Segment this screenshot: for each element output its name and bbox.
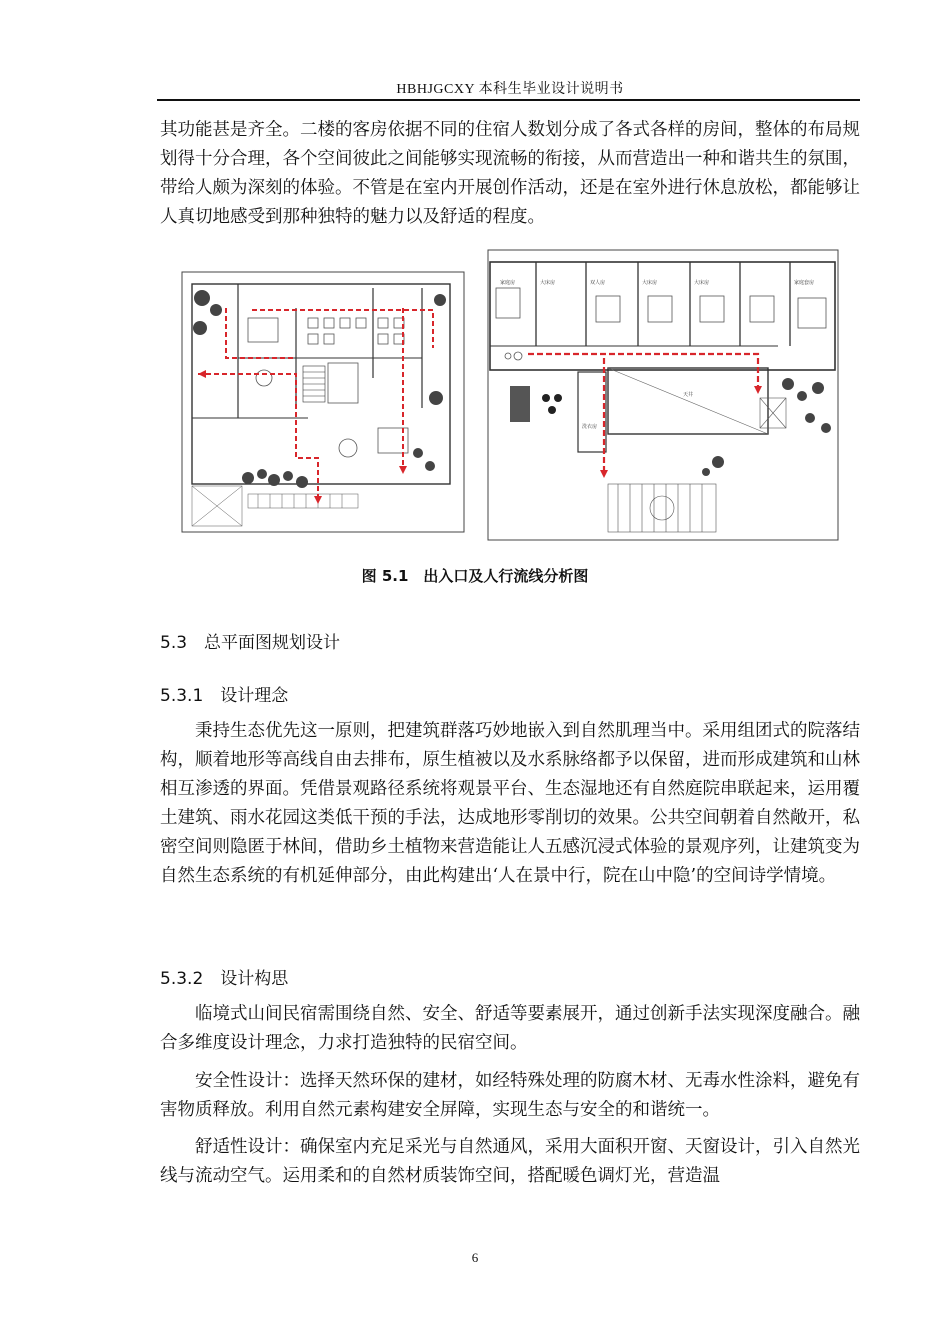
page-number: 6 bbox=[471, 1250, 479, 1265]
design-idea-paragraph-2: 安全性设计：选择天然环保的建材，如经特殊处理的防腐木材、无毒水性涂料，避免有害物质释放。利用自然元素构建安全屏障，实现生态与安全的和谐统一。 bbox=[160, 1071, 860, 1120]
section-heading-5-3-2: 5.3.2 设计构思 bbox=[160, 969, 289, 989]
figure-caption: 图 5.1 出入口及人行流线分析图 bbox=[361, 567, 589, 585]
section-heading-5-3-1: 5.3.1 设计理念 bbox=[160, 686, 289, 706]
design-idea-paragraph-3: 舒适性设计：确保室内充足采光与自然通风，采用大面积开窗、天窗设计，引入自然光线与流动空气。运用柔和的自然材质装饰空间，搭配暖色调灯光，营造温 bbox=[160, 1137, 860, 1186]
design-idea-paragraph-1: 临境式山间民宿需围绕自然、安全、舒适等要素展开，通过创新手法实现深度融合。融合多维度设计理念，力求打造独特的民宿空间。 bbox=[160, 1004, 860, 1053]
section-heading-5-3: 5.3 总平面图规划设计 bbox=[160, 633, 341, 653]
header-rule bbox=[157, 99, 860, 101]
floor-plan-figure bbox=[178, 248, 842, 544]
room-label: 大床房 bbox=[694, 280, 710, 286]
ground-floor-plan bbox=[182, 272, 464, 532]
second-floor-plan bbox=[488, 250, 838, 540]
room-label: 洗衣房 bbox=[582, 424, 598, 430]
intro-paragraph: 其功能甚是齐全。二楼的客房依据不同的住宿人数划分成了各式各样的房间，整体的布局规划得十分合理，各个空间彼此之间能够实现流畅的衔接，从而营造出一种和谐共生的氛围，带给人颇为深刻的体验。不管是在室内开展创作活动，还是在室外进行休息放松，都能够让人真切地感受到那种独特的魅力以及舒适的程度。 bbox=[160, 120, 860, 227]
room-label: 双人房 bbox=[590, 280, 606, 286]
room-label: 家庭套房 bbox=[794, 280, 815, 286]
room-label: 大床房 bbox=[540, 280, 556, 286]
room-label: 天井 bbox=[683, 392, 694, 398]
running-header: HBHJGCXY 本科生毕业设计说明书 bbox=[396, 82, 624, 97]
room-label: 家庭房 bbox=[500, 280, 516, 286]
room-label: 大床房 bbox=[642, 280, 658, 286]
design-concept-paragraph: 秉持生态优先这一原则，把建筑群落巧妙地嵌入到自然肌理当中。采用组团式的院落结构，顺着地形等高线自由去排布，原生植被以及水系脉络都予以保留，进而形成建筑和山林相互渗透的界面。凭借景观路径系统将观景平台、生态湿地还有自然庭院串联起来，运用覆土建筑、雨水花园这类低干预的手法，达成地形零削切的效果。公共空间朝着自然敞开，私密空间则隐匿于林间，借助乡土植物来营造能让人五感沉浸式体验的景观序列，让建筑变为自然生态系统的有机延伸部分，由此构建出‘人在景中行，院在山中隐’的空间诗学情境。 bbox=[160, 721, 860, 886]
